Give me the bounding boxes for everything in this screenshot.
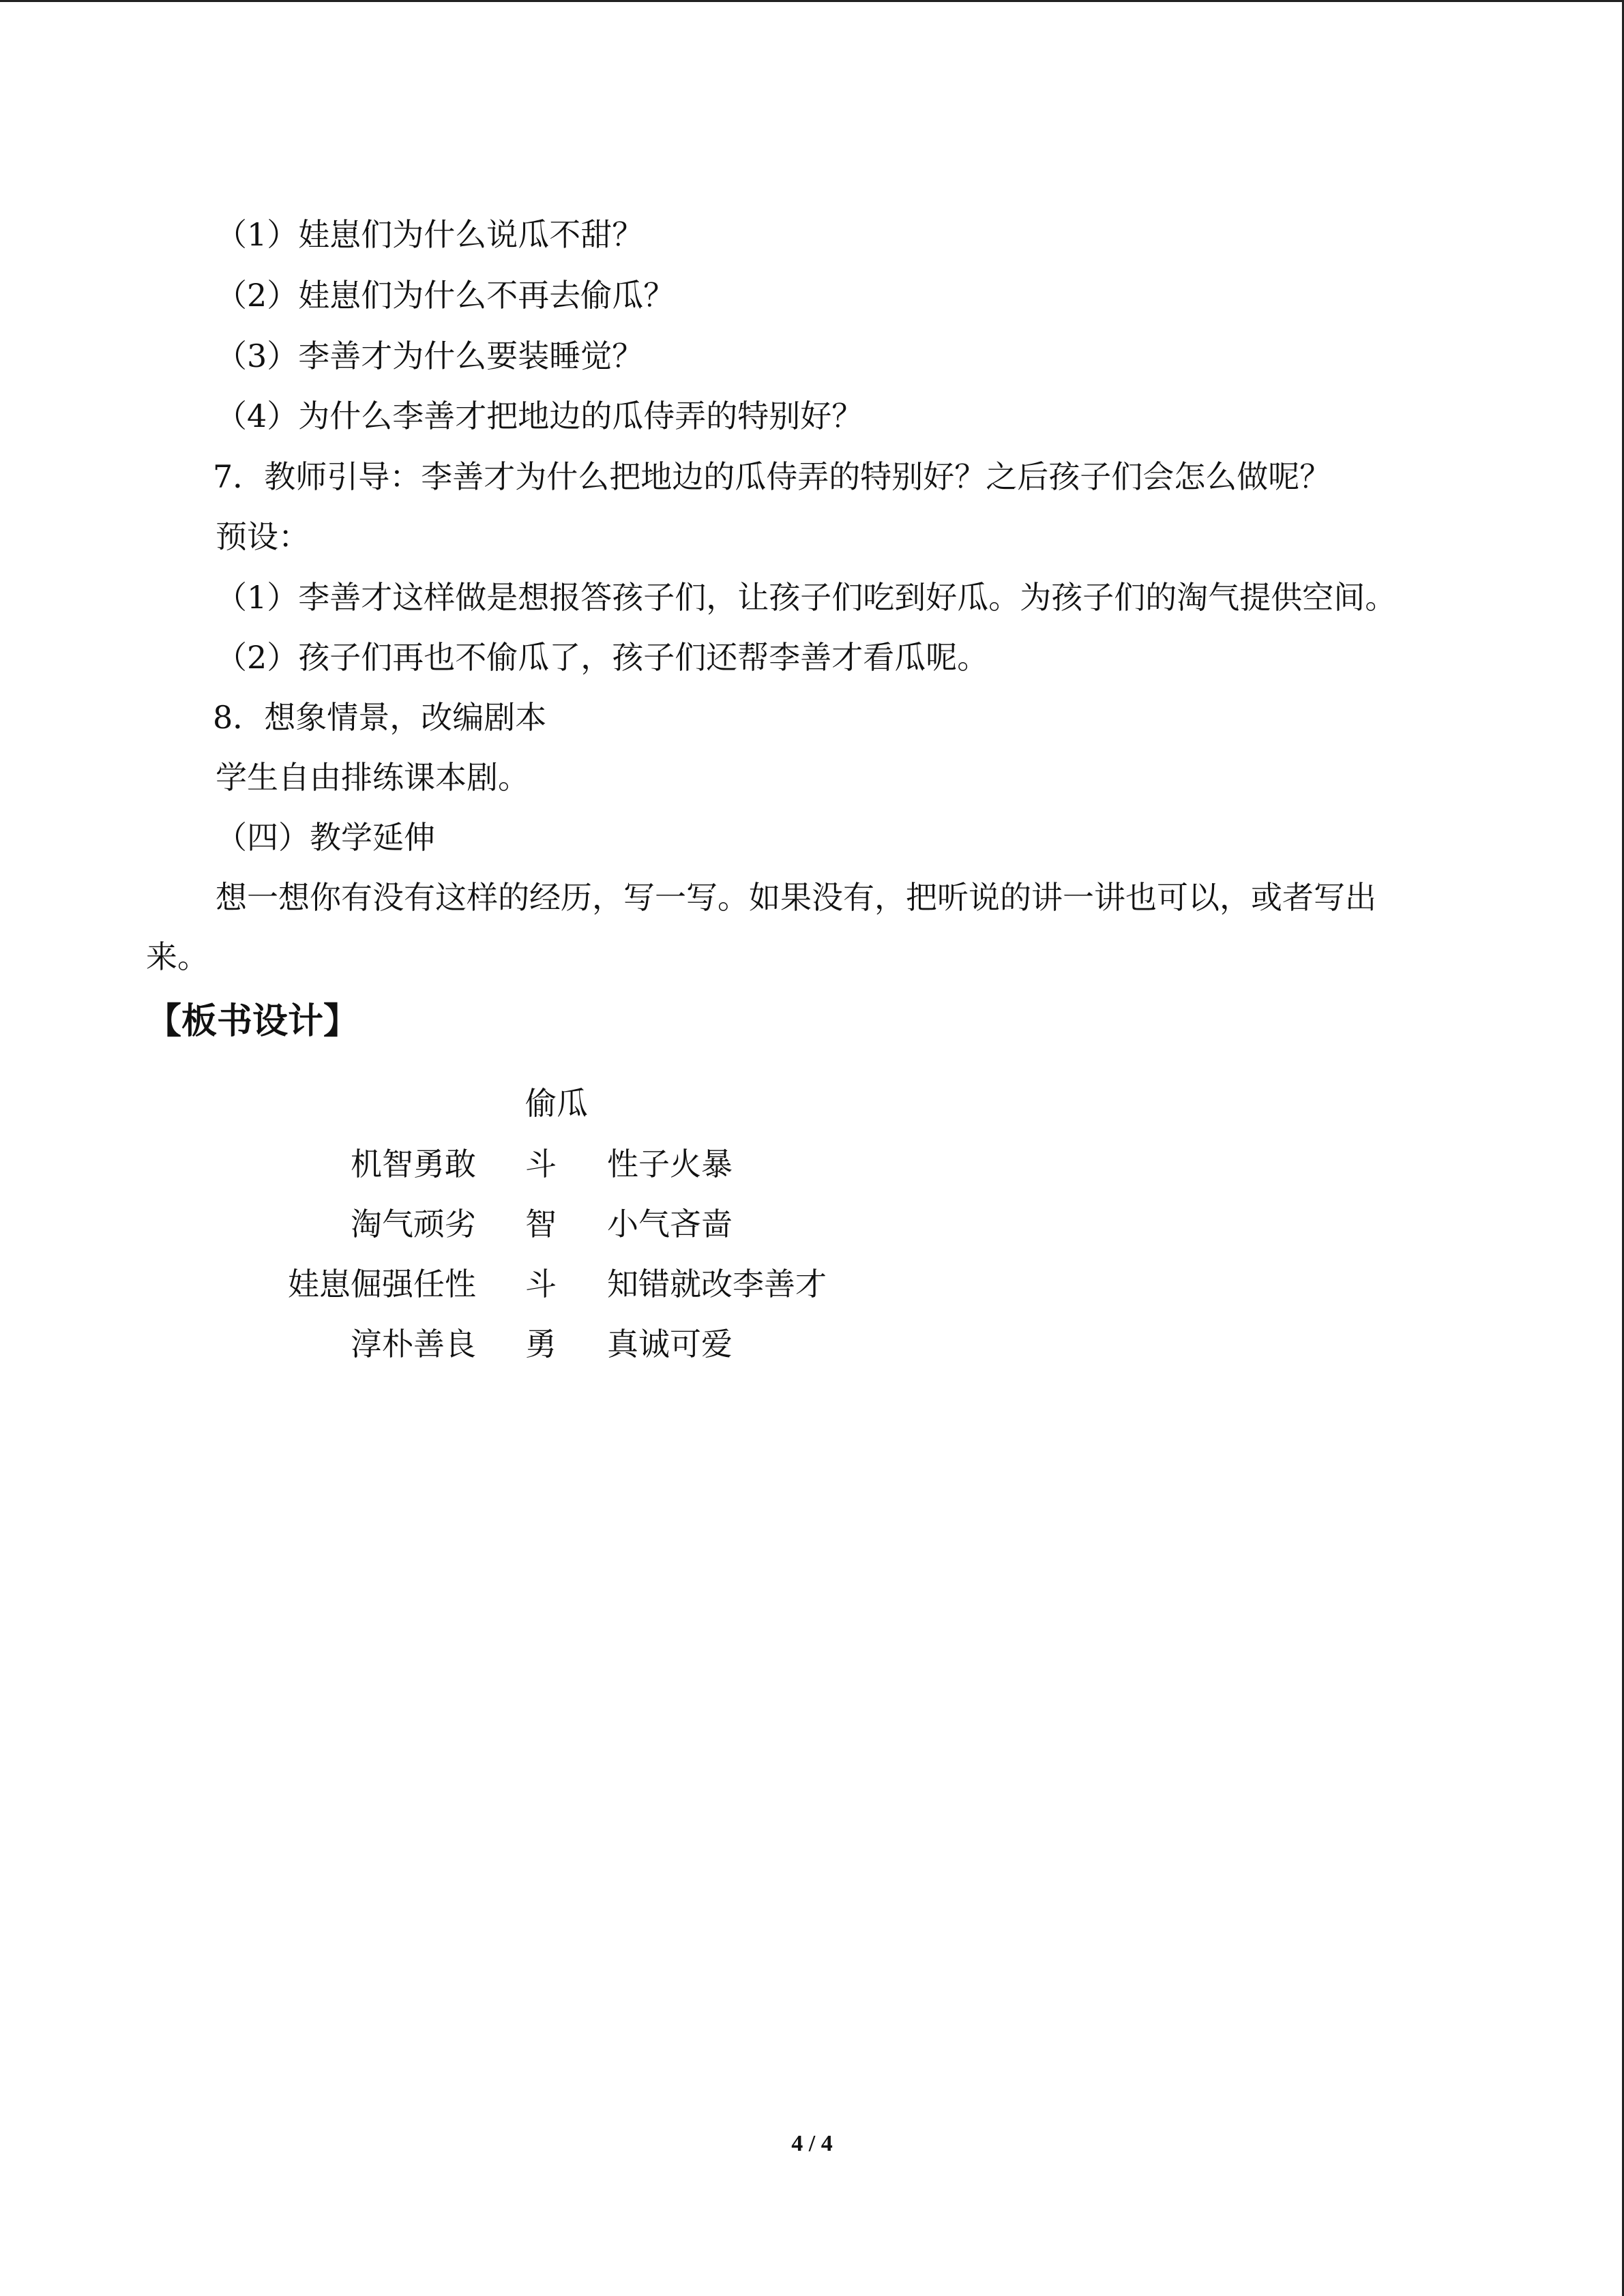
section-4-heading: （四）教学延伸 — [216, 819, 435, 856]
board-row-4-left: 淳朴善良 — [351, 1326, 476, 1362]
extension-paragraph-line-2: 来。 — [146, 938, 209, 975]
extension-paragraph-line-1: 想一想你有没有这样的经历，写一写。如果没有，把听说的讲一讲也可以，或者写出 — [216, 879, 1376, 916]
board-row-3-right: 知错就改李善才 — [607, 1266, 827, 1302]
preset-label: 预设： — [216, 518, 310, 555]
question-4: （4）为什么李善才把地边的瓜侍弄的特别好？ — [216, 398, 863, 434]
board-row-4-right: 真诚可爱 — [607, 1326, 733, 1362]
board-row-1-middle: 斗 — [525, 1146, 557, 1182]
board-row-1-left: 机智勇敢 — [351, 1146, 476, 1182]
question-1: （1）娃崽们为什么说瓜不甜？ — [216, 216, 644, 253]
board-design-heading: 【板书设计】 — [146, 1001, 359, 1042]
preset-2: （2）孩子们再也不偷瓜了，孩子们还帮李善才看瓜呢。 — [216, 639, 989, 676]
step-8: 8．想象情景，改编剧本 — [213, 699, 547, 736]
question-2: （2）娃崽们为什么不再去偷瓜？ — [216, 277, 675, 314]
step-8-detail: 学生自由排练课本剧。 — [216, 759, 529, 796]
step-7: 7．教师引导：李善才为什么把地边的瓜侍弄的特别好？之后孩子们会怎么做呢？ — [213, 458, 1331, 495]
board-title: 偷瓜 — [525, 1085, 588, 1122]
question-3: （3）李善才为什么要装睡觉？ — [216, 338, 644, 374]
board-row-1-right: 性子火暴 — [607, 1146, 733, 1182]
board-row-2-middle: 智 — [525, 1206, 557, 1242]
preset-1: （1）李善才这样做是想报答孩子们，让孩子们吃到好瓜。为孩子们的淘气提供空间。 — [216, 579, 1397, 616]
board-row-3-middle: 斗 — [525, 1266, 557, 1302]
board-row-3-left: 娃崽倔强任性 — [288, 1266, 476, 1302]
board-row-4-middle: 勇 — [525, 1326, 557, 1362]
page-number: 4 / 4 — [791, 2131, 833, 2156]
board-row-2-left: 淘气顽劣 — [351, 1206, 476, 1242]
board-row-2-right: 小气吝啬 — [607, 1206, 733, 1242]
